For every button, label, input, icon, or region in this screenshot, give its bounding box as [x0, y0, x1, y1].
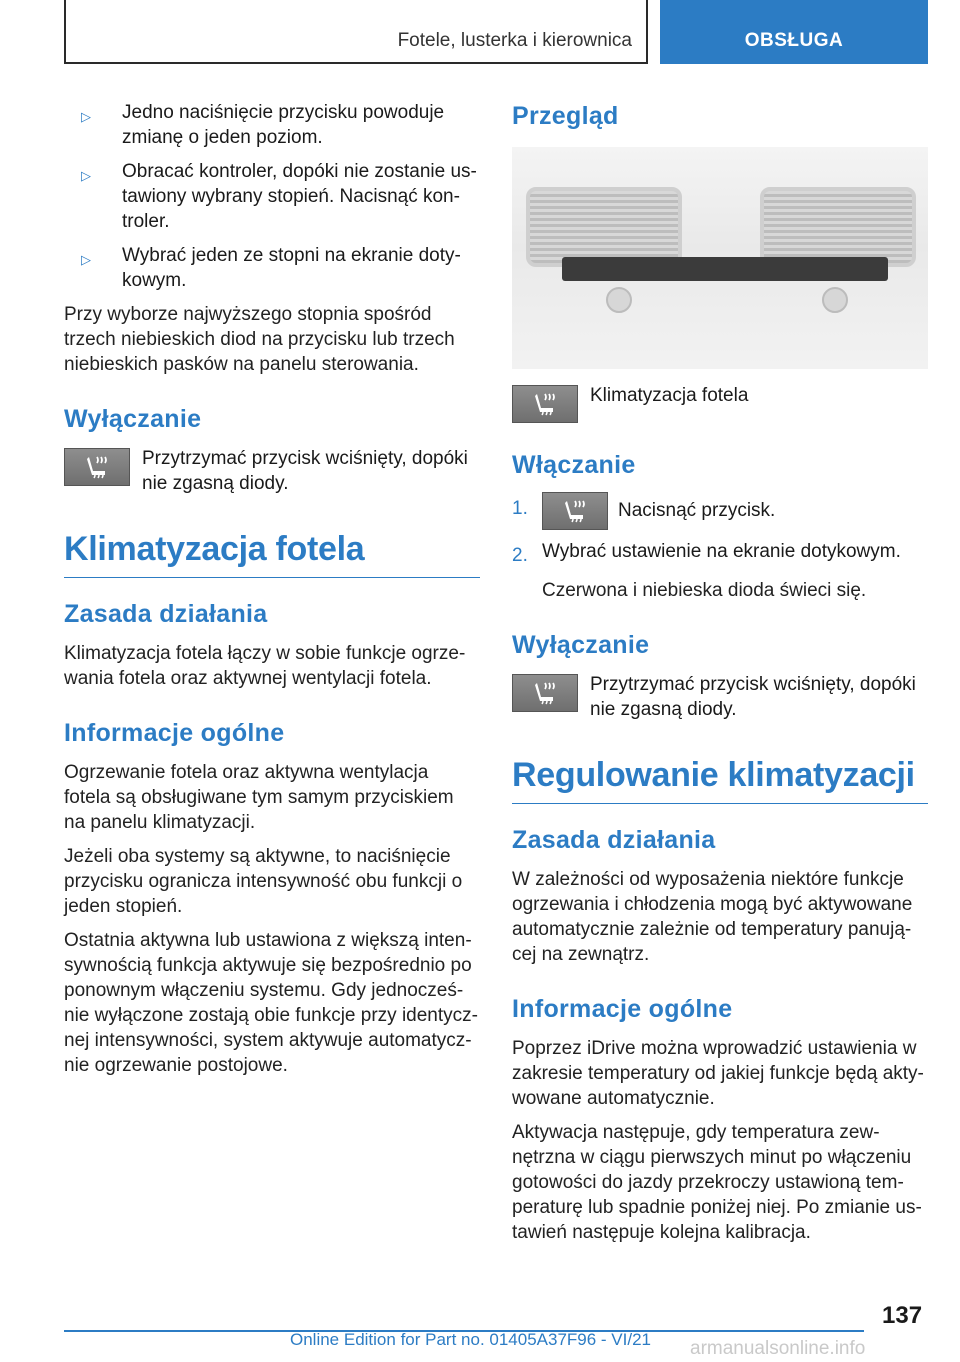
air-vent-left — [526, 187, 682, 267]
climate-control-panel — [562, 257, 888, 281]
heading-off: Wyłączanie — [64, 405, 202, 433]
section-label: OBSŁUGA — [744, 30, 844, 51]
climate-panel-photo — [512, 147, 928, 369]
seat-climate-icon — [512, 385, 578, 423]
heading-off: Wyłączanie — [512, 631, 650, 659]
watermark: armanualsonline.info — [690, 1338, 866, 1359]
paragraph: Przy wyborze najwyższego stopnia spośród trzech niebieskich diod na przycisku lub trzech niebieskich pasków na panelu sterowania. — [64, 304, 455, 375]
heading-principle: Zasada działania — [512, 826, 716, 854]
paragraph: Ogrzewanie fotela oraz aktywna wentylacja fotela są obsługiwane tym samym przyciskiem na panelu klimatyzacji. — [64, 762, 454, 833]
paragraph: Aktywacja następuje, gdy temperatura zewnętrzna w ciągu pierwszych minut po włączeniu gotowości do jazdy przekroczy ustawioną temperaturę lub spadnie poniżej niej. Po zmianie ustawień następuje kolejna kalibracja. — [512, 1122, 922, 1243]
right-column — [512, 100, 928, 1254]
air-vent-right — [760, 187, 916, 267]
heading-principle: Zasada działania — [64, 600, 268, 628]
paragraph: Jeżeli oba systemy są aktywne, to naciśnięcie przycisku ogranicza intensywność obu funkcji o jeden stopień. — [64, 846, 463, 917]
seat-climate-icon — [64, 448, 130, 486]
heading-on: Włączanie — [512, 451, 636, 479]
off-instruction: Przytrzymać przycisk wciśnięty, dopóki nie zgasną diody. — [590, 674, 916, 720]
heading-general-info: Informacje ogólne — [64, 719, 285, 747]
control-knob-left — [606, 287, 632, 313]
triangle-bullet-icon: ▷ — [81, 168, 91, 183]
left-column — [64, 100, 480, 1087]
list-item: 2. Wybrać ustawienie na ekranie dotykowym. — [512, 541, 901, 566]
off-instruction: Przytrzymać przycisk wciśnięty, dopóki nie zgasną diody. — [142, 448, 468, 494]
icon-row — [512, 383, 928, 423]
list-item: ▷ Wybrać jeden ze stopni na ekranie dotykowym. — [81, 245, 461, 291]
list-item: ▷ Obracać kontroler, dopóki nie zostanie ustawiony wybrany stopień. Nacisnąć kontroler. — [81, 161, 477, 232]
step-number: 2. — [512, 545, 528, 566]
list-item: 1. Nacisnąć przycisk. — [512, 492, 928, 530]
header-chapter-box — [64, 0, 648, 64]
page-number: 137 — [882, 1302, 923, 1329]
step-note: Czerwona i niebieska dioda świeci się. — [542, 580, 867, 601]
heading-overview: Przegląd — [512, 102, 619, 130]
section-title-seat-climate: Klimatyzacja fotela — [64, 530, 480, 578]
icon-caption: Klimatyzacja fotela — [590, 385, 749, 406]
paragraph: Klimatyzacja fotela łączy w sobie funkcje ogrzewania fotela oraz aktywnej wentylacji fotela. — [64, 643, 466, 689]
icon-row — [512, 672, 928, 722]
triangle-bullet-icon: ▷ — [81, 252, 91, 267]
paragraph: Ostatnia aktywna lub ustawiona z większą intensywnością funkcja aktywuje się bezpośrednio po ponownym włączeniu systemu. Gdy jednocześnie wyłączone zostają obie funkcje przy identycznej intensywności, system aktywuje automatycznie ogrzewanie postojowe. — [64, 930, 478, 1076]
page-header — [64, 0, 928, 64]
heading-general-info: Informacje ogólne — [512, 995, 733, 1023]
paragraph: W zależności od wyposażenia niektóre funkcje ogrzewania i chłodzenia mogą być aktywowane automatycznie zależnie od temperatury panującej na zewnątrz. — [512, 869, 913, 965]
seat-climate-icon — [512, 674, 578, 712]
chapter-title: Fotele, lusterka i kierownica — [397, 30, 632, 51]
triangle-bullet-icon: ▷ — [81, 109, 91, 124]
section-title-climate-control: Regulowanie klimatyzacji — [512, 756, 928, 804]
step-number: 1. — [512, 498, 528, 519]
header-section-tab — [660, 0, 928, 64]
paragraph: Poprzez iDrive można wprowadzić ustawienia w zakresie temperatury od jakiej funkcje będą aktywowane automatycznie. — [512, 1038, 924, 1109]
edition-footer: Online Edition for Part no. 01405A37F96 - VI/21 — [290, 1330, 652, 1349]
list-item: ▷ Jedno naciśnięcie przycisku powoduje zmianę o jeden poziom. — [81, 102, 445, 148]
seat-climate-icon — [542, 492, 608, 530]
control-knob-right — [822, 287, 848, 313]
icon-row — [64, 446, 480, 496]
